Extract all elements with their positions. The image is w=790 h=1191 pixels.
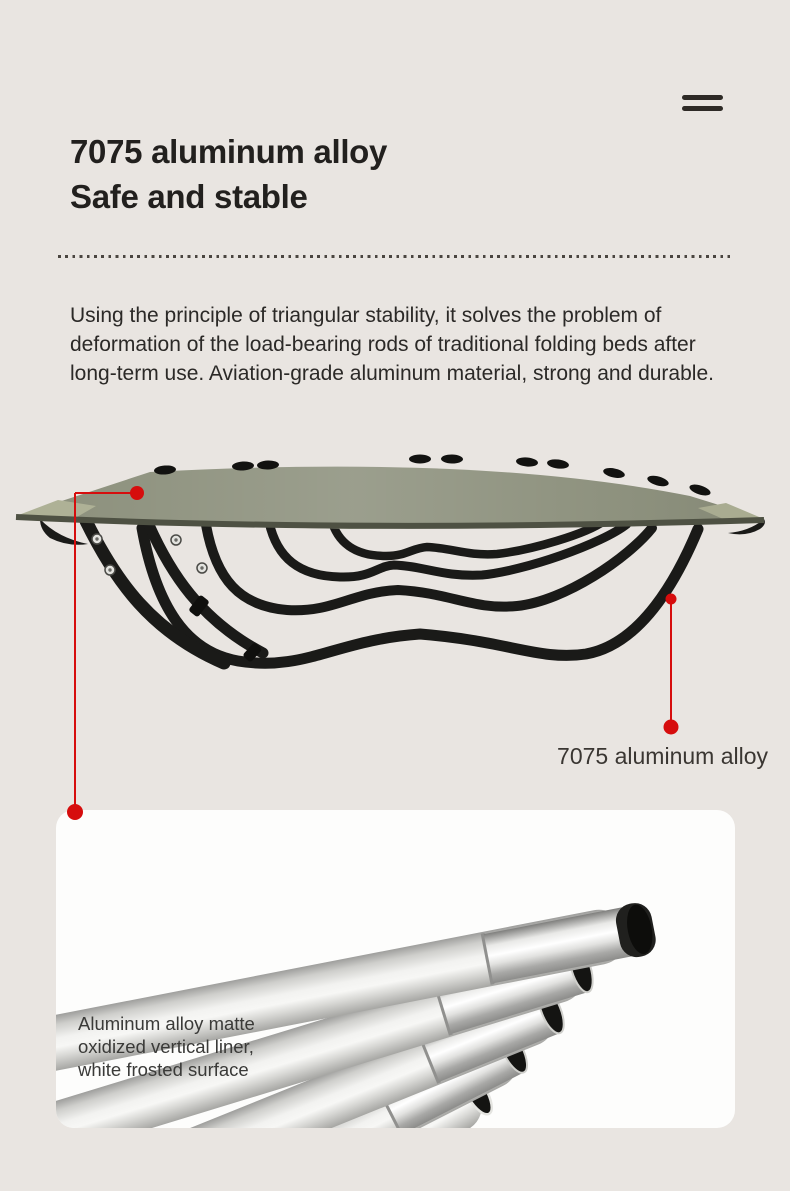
leg-frame-back xyxy=(331,519,604,556)
end-hook-left xyxy=(40,519,88,545)
strut-clamp-1 xyxy=(188,594,210,617)
webbing-tab xyxy=(516,457,539,468)
poles-caption: Aluminum alloy matte oxidized vertical liner, white frosted surface xyxy=(78,1013,255,1080)
rivet-center xyxy=(174,538,177,541)
rivet xyxy=(92,534,102,544)
left-strut-inner xyxy=(149,525,263,653)
webbing-tab xyxy=(257,460,279,470)
menu-bar-top xyxy=(682,95,723,100)
annotation-right-end-dot xyxy=(664,720,679,735)
left-strut-outer xyxy=(86,521,224,663)
webbing-tab xyxy=(602,466,625,479)
fabric-tip-left xyxy=(16,500,96,521)
rivet xyxy=(197,563,207,573)
rivet-center xyxy=(95,537,98,540)
leg-frame-front xyxy=(142,528,698,663)
strut-rivets xyxy=(92,534,207,575)
page-title-line1: 7075 aluminum alloy xyxy=(70,133,388,170)
rivet xyxy=(171,535,181,545)
webbing-tab xyxy=(232,461,254,471)
fabric-tip-right xyxy=(698,503,764,522)
webbing-tab xyxy=(441,454,463,463)
strut-clamp-2 xyxy=(242,642,262,663)
menu-bar-bottom xyxy=(682,106,723,111)
bed-leg-frames xyxy=(86,519,698,663)
bed-fabric xyxy=(16,467,764,529)
rivet xyxy=(105,565,115,575)
rivet-center xyxy=(108,568,111,571)
page-title xyxy=(70,129,387,219)
webbing-tab xyxy=(409,455,431,464)
annotation-left-start-dot xyxy=(130,486,144,500)
page-title-line2: Safe and stable xyxy=(70,178,308,215)
bed-fabric-sheen xyxy=(16,467,764,529)
product-description: Using the principle of triangular stability, it solves the problem of deformation of the load-bearing rods of traditional folding beds after long-term use. Aviation-grade aluminum material, strong and durable. xyxy=(70,304,714,385)
annotation-left-lines xyxy=(75,493,137,812)
webbing-tab xyxy=(688,482,712,497)
fabric-front-rim xyxy=(16,517,764,526)
webbing-tab xyxy=(547,458,570,470)
menu-bars-icon xyxy=(682,95,723,111)
annotation-right-start-dot xyxy=(666,594,677,605)
callout-label: 7075 aluminum alloy xyxy=(557,743,768,769)
end-hook-right xyxy=(728,519,765,534)
dotted-divider xyxy=(58,255,730,258)
leg-frame-3 xyxy=(269,522,627,577)
rivet-center xyxy=(200,566,203,569)
webbing-tab xyxy=(154,465,177,476)
webbing-tabs xyxy=(154,454,712,497)
webbing-tab xyxy=(646,474,670,488)
leg-frame-2 xyxy=(206,525,652,610)
